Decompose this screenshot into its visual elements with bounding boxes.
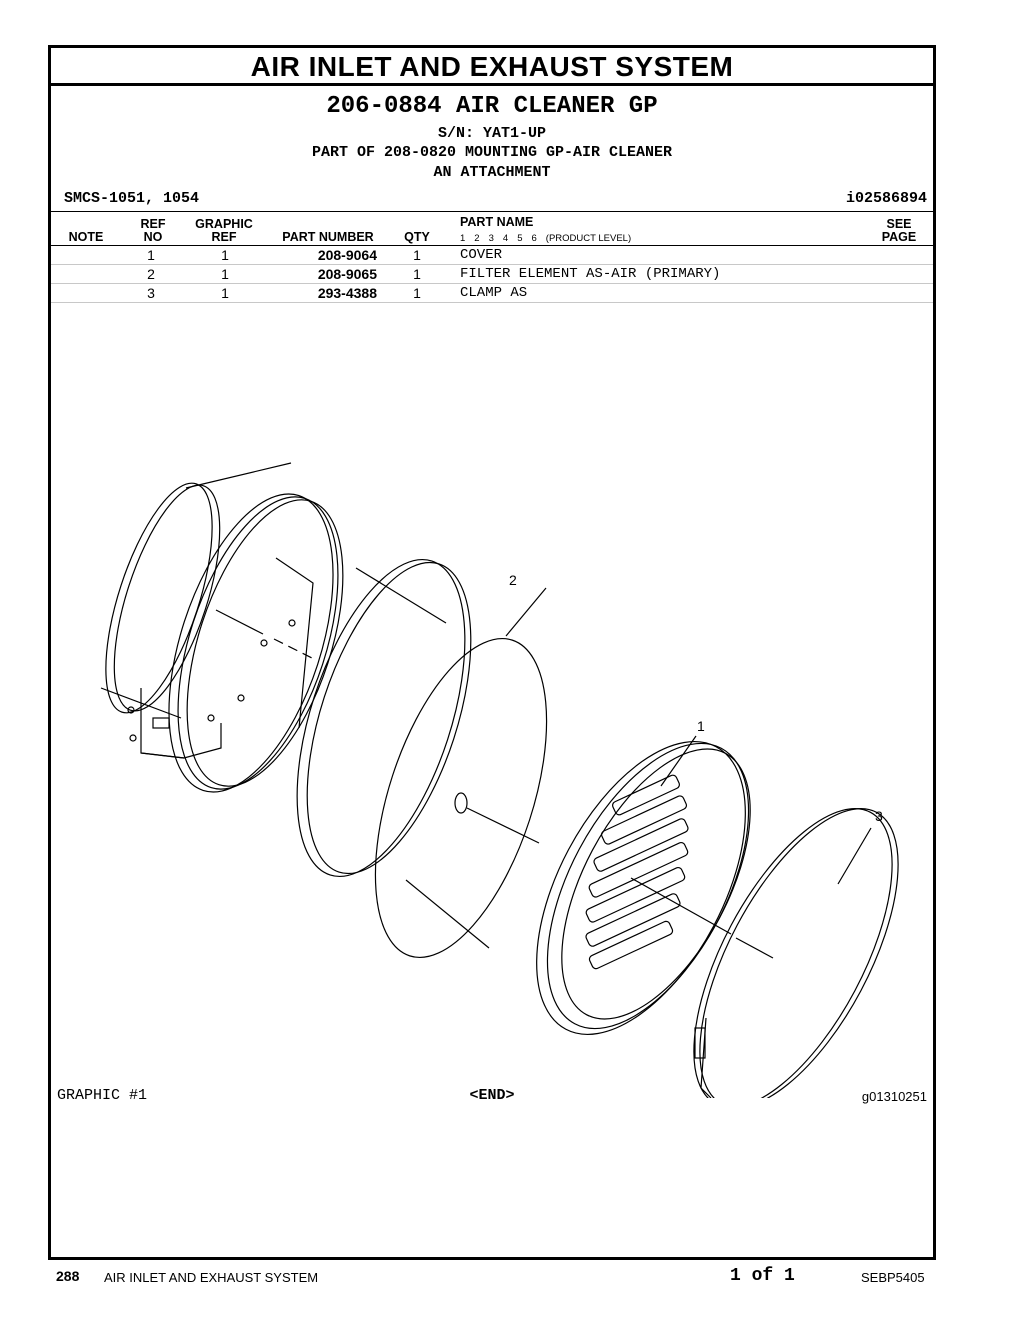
level-1: 1 bbox=[460, 233, 466, 244]
callout-2: 2 bbox=[509, 572, 517, 588]
ref-number: 1 bbox=[147, 247, 155, 263]
col-qty: QTY bbox=[404, 230, 430, 244]
col-ref-bottom: NO bbox=[143, 230, 163, 244]
cover-icon bbox=[493, 708, 790, 1068]
quantity: 1 bbox=[413, 266, 421, 282]
product-level-label: (PRODUCT LEVEL) bbox=[545, 233, 632, 244]
end-marker: <END> bbox=[469, 1087, 515, 1104]
leader-line-2 bbox=[506, 588, 546, 636]
doc-number: SEBP5405 bbox=[861, 1270, 925, 1285]
header-rule bbox=[51, 211, 933, 212]
ref-number: 2 bbox=[147, 266, 155, 282]
col-graphic-bottom: REF bbox=[211, 230, 237, 244]
col-graphic-top: GRAPHIC bbox=[195, 217, 253, 231]
quantity: 1 bbox=[413, 247, 421, 263]
part-number: 208-9064 bbox=[317, 247, 377, 263]
section-title: AIR INLET AND EXHAUST SYSTEM bbox=[51, 48, 933, 86]
col-see-top: SEE bbox=[886, 217, 912, 231]
ref-number: 3 bbox=[147, 285, 155, 301]
serial-number: S/N: YAT1-UP bbox=[437, 125, 547, 142]
exploded-view-illustration bbox=[51, 298, 933, 1098]
page-frame bbox=[48, 45, 936, 1260]
callout-1: 1 bbox=[697, 718, 705, 734]
product-levels bbox=[460, 233, 640, 244]
level-5: 5 bbox=[517, 233, 523, 244]
clamp-icon bbox=[654, 779, 933, 1098]
col-see-bottom: PAGE bbox=[881, 230, 917, 244]
graphic-ref: 1 bbox=[221, 285, 229, 301]
illustration-id: i02586894 bbox=[845, 190, 927, 207]
part-number: 293-4388 bbox=[317, 285, 377, 301]
part-name: FILTER ELEMENT AS-AIR (PRIMARY) bbox=[460, 266, 721, 282]
graphic-id: g01310251 bbox=[861, 1089, 927, 1104]
housing-icon bbox=[84, 463, 374, 812]
page-of: 1 of 1 bbox=[730, 1266, 795, 1286]
callout-3: 3 bbox=[875, 808, 883, 824]
level-3: 3 bbox=[488, 233, 494, 244]
group-title: 206-0884 AIR CLEANER GP bbox=[326, 93, 658, 120]
leader-line-3 bbox=[838, 828, 871, 884]
col-part-number: PART NUMBER bbox=[282, 230, 374, 244]
part-of-line: PART OF 208-0820 MOUNTING GP-AIR CLEANER bbox=[311, 144, 673, 161]
col-ref-top: REF bbox=[140, 217, 166, 231]
level-2: 2 bbox=[474, 233, 480, 244]
graphic-ref: 1 bbox=[221, 266, 229, 282]
footer-section: AIR INLET AND EXHAUST SYSTEM bbox=[104, 1270, 319, 1285]
attachment-line: AN ATTACHMENT bbox=[433, 164, 551, 181]
page-number: 288 bbox=[56, 1268, 80, 1284]
part-number: 208-9065 bbox=[317, 266, 377, 282]
table-row bbox=[51, 246, 933, 265]
table-row bbox=[51, 265, 933, 284]
quantity: 1 bbox=[413, 285, 421, 301]
smcs-code: SMCS-1051, 1054 bbox=[64, 190, 200, 207]
level-4: 4 bbox=[502, 233, 509, 244]
col-note: NOTE bbox=[68, 230, 104, 244]
level-6: 6 bbox=[531, 233, 537, 244]
part-name: COVER bbox=[460, 247, 503, 263]
part-name: CLAMP AS bbox=[460, 285, 528, 301]
graphic-ref: 1 bbox=[221, 247, 229, 263]
col-part-name: PART NAME bbox=[460, 215, 534, 229]
graphic-label: GRAPHIC #1 bbox=[57, 1087, 148, 1104]
